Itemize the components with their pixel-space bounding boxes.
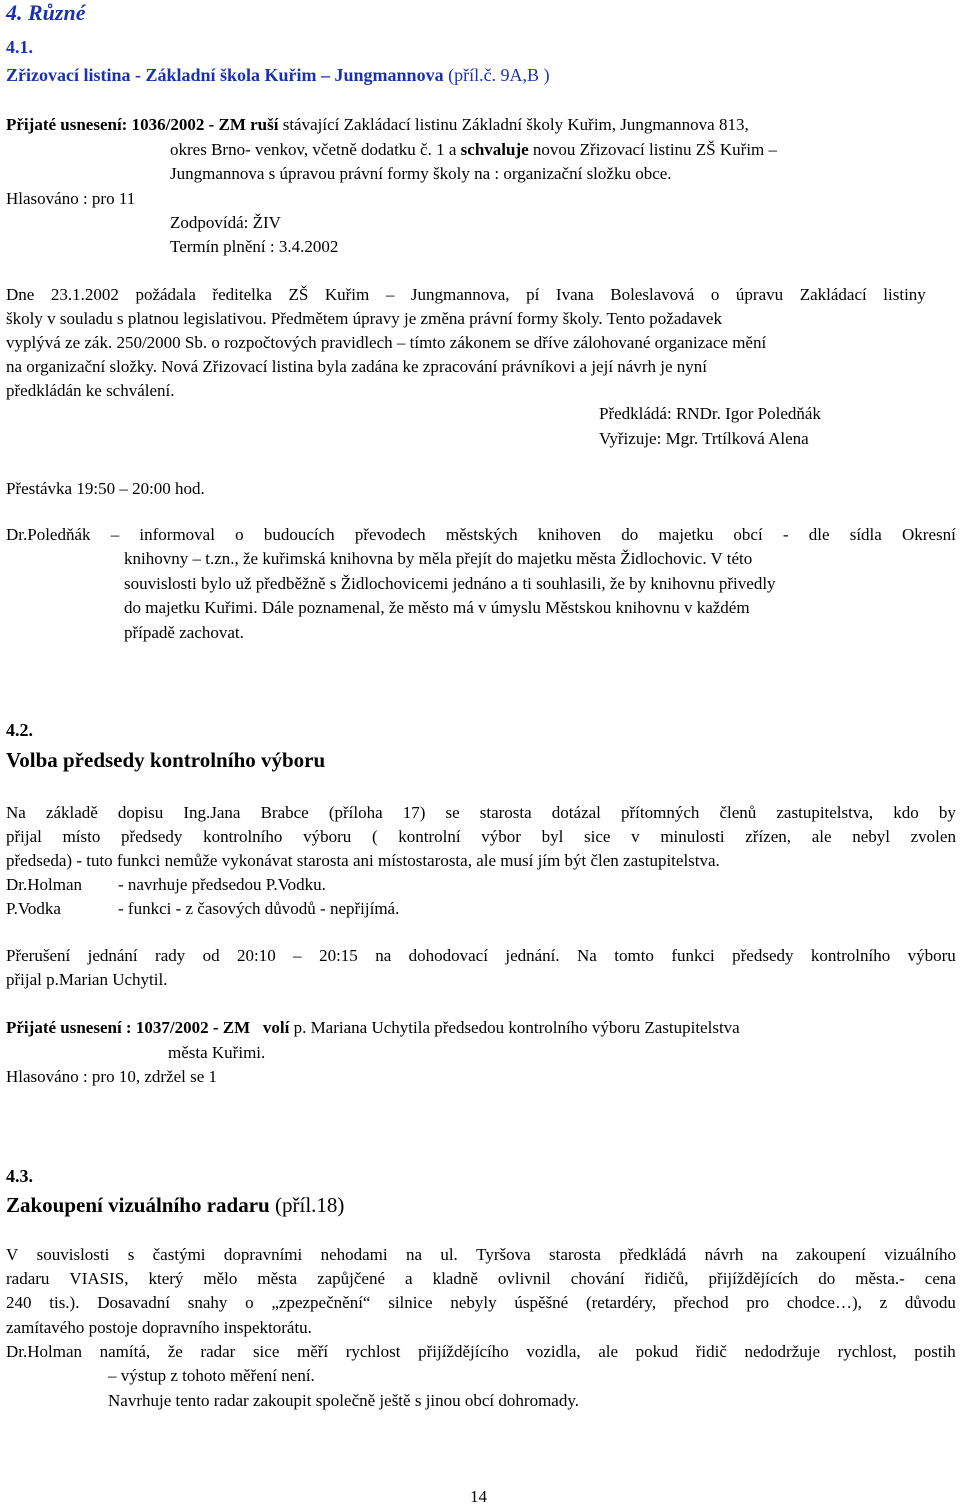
word: dohodovací — [408, 946, 488, 965]
paragraph-line — [6, 1244, 956, 1266]
word: měří — [296, 1342, 329, 1361]
word: Zakládací — [799, 285, 867, 304]
word: Jungmannova, — [410, 285, 510, 304]
word: města.- — [855, 1269, 905, 1288]
word: s — [127, 1245, 135, 1264]
word: dotázal — [551, 803, 601, 822]
word: Dr.Poledňák — [6, 525, 91, 544]
word: o — [710, 285, 720, 304]
paragraph-line: školy v souladu s platnou legislativou. Předmětem úpravy je změna právní formy školy. Tento požadavek — [6, 309, 722, 328]
paragraph-line: souvislosti bylo už předběžně s Židlochovicemi jednáno a ti souhlasili, že by knihovnu přivedly — [124, 574, 776, 593]
section-title — [6, 64, 550, 86]
word: Dosavadní — [97, 1293, 170, 1312]
word: důvodu — [904, 1293, 956, 1312]
word: informoval — [139, 525, 215, 544]
word: členů — [719, 803, 757, 822]
word: do — [621, 525, 639, 544]
resolution-label: Přijaté usnesení : 1037/2002 - ZM — [6, 1018, 251, 1037]
vote-result: Hlasováno : pro 11 — [6, 189, 136, 208]
word: ředitelka — [212, 285, 272, 304]
word: nebyl — [852, 827, 890, 846]
word: jednání. — [505, 946, 560, 965]
word: zapůjčené — [317, 1269, 386, 1288]
vote-result: Hlasováno : pro 10, zdržel se 1 — [6, 1067, 218, 1086]
resolution-action: ruší — [250, 115, 279, 134]
word: výboru — [907, 946, 956, 965]
word: tis.). — [49, 1293, 80, 1312]
resolution-action: schvaluje — [460, 140, 529, 159]
section-number: 4.2. — [6, 720, 33, 740]
word: řidič — [695, 1342, 727, 1361]
word: kontrolního — [810, 946, 891, 965]
resolution-text: stávající Zakládací listinu Základní školy Kuřim, Jungmannova 813, — [278, 115, 749, 134]
word: 240 — [6, 1293, 32, 1312]
word: že — [167, 1342, 183, 1361]
word: (příloha — [328, 803, 383, 822]
word: Boleslavová — [610, 285, 695, 304]
word: Kuřim — [324, 285, 370, 304]
resolution-line — [6, 1017, 740, 1039]
word: cena — [924, 1269, 956, 1288]
word: chodce…), — [786, 1293, 862, 1312]
word: převodech — [354, 525, 426, 544]
word: snahy — [187, 1293, 228, 1312]
word: by — [938, 803, 956, 822]
word: přítomných — [620, 803, 700, 822]
word: přijal — [6, 827, 42, 846]
presented-by: Předkládá: RNDr. Igor Poledňák — [599, 404, 821, 423]
word: radar — [200, 1342, 236, 1361]
word: minulosti — [660, 827, 725, 846]
word: předsedy — [732, 946, 794, 965]
word: - — [782, 525, 789, 544]
word: ale — [811, 827, 832, 846]
resolution-number: 1036/2002 - ZM — [127, 115, 251, 134]
word: majetku — [658, 525, 714, 544]
word: 20:10 — [237, 946, 276, 965]
word: kontrolního — [203, 827, 283, 846]
paragraph-line — [6, 945, 956, 967]
word: ZŠ — [288, 285, 309, 304]
section-number: 4.1. — [6, 37, 33, 57]
resolution-text: okres Brno- venkov, včetně dodatku č. 1 a — [170, 140, 461, 159]
word: knihoven — [537, 525, 602, 544]
word: nebyly — [450, 1293, 497, 1312]
resolution-text: novou Zřizovací listinu ZŠ Kuřim – — [528, 140, 778, 159]
word: listiny — [883, 285, 926, 304]
word: ( — [371, 827, 378, 846]
word: 23.1.2002 — [50, 285, 119, 304]
word: V — [6, 1245, 19, 1264]
deadline: Termín plnění : 3.4.2002 — [170, 237, 339, 256]
word: kdo — [893, 803, 919, 822]
word: na — [405, 1245, 422, 1264]
proposal-name: Dr.Holman — [6, 875, 83, 894]
word: zastupitelstva, — [776, 803, 874, 822]
word: Na — [6, 803, 26, 822]
word: vizuálního — [884, 1245, 956, 1264]
word: Dr.Holman — [6, 1342, 83, 1361]
word: mělo — [203, 1269, 238, 1288]
paragraph-line — [6, 524, 956, 546]
word: byl — [541, 827, 564, 846]
word: a — [405, 1269, 413, 1288]
word: Dne — [6, 285, 35, 304]
word: budoucích — [263, 525, 335, 544]
word: výboru — [303, 827, 352, 846]
page-number: 14 — [470, 1487, 487, 1506]
word: výbor — [481, 827, 521, 846]
word: silnice — [388, 1293, 433, 1312]
paragraph-line: do majetku Kuřimi. Dále poznamenal, že město má v úmyslu Městskou knihovnu v každém — [124, 598, 750, 617]
word: – — [385, 285, 395, 304]
word: úpravu — [735, 285, 784, 304]
word: (retardéry, — [585, 1293, 657, 1312]
word: 20:15 — [319, 946, 358, 965]
paragraph-line: případě zachovat. — [124, 623, 244, 642]
word: – — [110, 525, 120, 544]
word: jednání — [87, 946, 138, 965]
paragraph-line: přijal p.Marian Uchytil. — [6, 970, 168, 989]
word: zakoupení — [796, 1245, 866, 1264]
word: ovlivnil — [497, 1269, 551, 1288]
section-heading: 4. Různé — [6, 0, 86, 25]
word: chování — [570, 1269, 625, 1288]
word: místo — [62, 827, 101, 846]
word: častými — [152, 1245, 206, 1264]
word: řidičů, — [644, 1269, 689, 1288]
word: „zpezpečnění“ — [271, 1293, 371, 1312]
paragraph-line: předseda) - tuto funkci nemůže vykonávat starosta ani místostarosta, ale musí jím být člen zastupitelstva. — [6, 851, 720, 870]
word: se — [445, 803, 460, 822]
word: požádala — [135, 285, 196, 304]
word: Brabce — [260, 803, 309, 822]
word: do — [818, 1269, 836, 1288]
resolution-line: města Kuřimi. — [168, 1043, 266, 1062]
word: dle — [808, 525, 830, 544]
word: rady — [155, 946, 186, 965]
word: vozidla, — [526, 1342, 581, 1361]
word: dopravními — [223, 1245, 303, 1264]
word: Ivana — [555, 285, 594, 304]
paragraph-line: Navrhuje tento radar zakoupit společně ještě s jinou obcí dohromady. — [108, 1391, 579, 1410]
word: základě — [45, 803, 98, 822]
word: namítá, — [99, 1342, 151, 1361]
word: přijíždějícího — [418, 1342, 509, 1361]
word: starosta — [479, 803, 532, 822]
word: nehodami — [320, 1245, 388, 1264]
section-title-text: Zřizovací listina - Základní škola Kuřim – Jungmannova — [6, 65, 444, 85]
word: 17) — [402, 803, 426, 822]
section-title-ref: (příl.18) — [269, 1193, 345, 1217]
word: pro — [746, 1293, 770, 1312]
handled-by: Vyřizuje: Mgr. Trtílková Alena — [599, 429, 809, 448]
section-title — [6, 1192, 344, 1218]
section-title-text: Zakoupení vizuálního radaru — [6, 1193, 270, 1217]
word: na — [761, 1245, 778, 1264]
word: funkci — [671, 946, 715, 965]
word: radaru — [6, 1269, 50, 1288]
break-note: Přestávka 19:50 – 20:00 hod. — [6, 479, 205, 498]
resolution-text: p. Mariana Uchytila předsedou kontrolního výboru Zastupitelstva — [289, 1018, 740, 1037]
resolution-line — [6, 114, 749, 136]
paragraph-line: vyplývá ze zák. 250/2000 Sb. o rozpočtových pravidlech – tímto zákonem se dříve zálohované organizace mění — [6, 333, 767, 352]
word: pokud — [635, 1342, 679, 1361]
resolution-line: Jungmannova s úpravou právní formy školy na : organizační složku obce. — [170, 164, 672, 183]
resolution-action: volí — [262, 1018, 290, 1037]
word: Tyršova — [476, 1245, 531, 1264]
word: dopisu — [117, 803, 164, 822]
word: v — [631, 827, 640, 846]
word: Okresní — [902, 525, 956, 544]
word: zřízen, — [745, 827, 792, 846]
word: starosta — [549, 1245, 601, 1264]
word: sídla — [849, 525, 882, 544]
section-title: Volba předsedy kontrolního výboru — [6, 748, 326, 772]
word: o — [235, 525, 244, 544]
word: města — [257, 1269, 298, 1288]
paragraph-line — [6, 802, 956, 824]
word: ale — [598, 1342, 619, 1361]
word: úspěšné — [514, 1293, 569, 1312]
proposal-text: - navrhuje předsedou P.Vodku. — [118, 875, 326, 894]
word: předkládá — [619, 1245, 687, 1264]
word: návrh — [704, 1245, 744, 1264]
word: přechod — [673, 1293, 729, 1312]
word: tomto — [614, 946, 654, 965]
word: od — [202, 946, 220, 965]
paragraph-line — [6, 1268, 956, 1290]
word: pí — [526, 285, 540, 304]
word: – — [293, 946, 302, 965]
paragraph-line: – výstup z tohoto měření není. — [108, 1366, 315, 1385]
word: předsedy — [121, 827, 183, 846]
section-title-ref: (příl.č. 9A,B ) — [443, 65, 550, 85]
paragraph-line: knihovny – t.zn., že kuřimská knihovna by měla přejít do majetku města Židlochovic. V této — [124, 549, 753, 568]
word: sice — [252, 1342, 280, 1361]
paragraph-line — [6, 826, 956, 848]
word: rychlost — [345, 1342, 401, 1361]
paragraph-line — [6, 1292, 956, 1314]
word: o — [245, 1293, 254, 1312]
word: postih — [914, 1342, 956, 1361]
word: Přerušení — [6, 946, 71, 965]
responsible-person: Zodpovídá: ŽIV — [170, 213, 281, 232]
resolution-label: Přijaté usnesení: — [6, 115, 128, 134]
word: rychlost, — [837, 1342, 897, 1361]
word: na — [375, 946, 392, 965]
paragraph-line: předkládán ke schválení. — [6, 381, 175, 400]
paragraph-line — [6, 1341, 956, 1363]
resolution-line — [170, 139, 777, 161]
word: obcí — [733, 525, 763, 544]
word: sice — [584, 827, 611, 846]
word: VIASIS, — [69, 1269, 129, 1288]
section-number: 4.3. — [6, 1166, 33, 1186]
word: z — [879, 1293, 888, 1312]
word: kontrolní — [398, 827, 461, 846]
word: který — [148, 1269, 184, 1288]
proposal-text: - funkci - z časových důvodů - nepřijímá. — [118, 899, 400, 918]
word: nedodržuje — [744, 1342, 821, 1361]
paragraph-line: na organizační složky. Nová Zřizovací listina byla zadána ke zpracování právníkovi a její návrh je nyní — [6, 357, 707, 376]
word: Ing.Jana — [183, 803, 241, 822]
proposal-name: P.Vodka — [6, 899, 61, 918]
word: kladně — [432, 1269, 478, 1288]
word: ul. — [440, 1245, 458, 1264]
paragraph-line: zamítavého postoje dopravního inspektorátu. — [6, 1318, 312, 1337]
word: zvolen — [910, 827, 956, 846]
word: Na — [577, 946, 597, 965]
paragraph-line — [6, 284, 926, 306]
word: městských — [445, 525, 518, 544]
word: přijíždějících — [708, 1269, 799, 1288]
word: souvislosti — [36, 1245, 110, 1264]
